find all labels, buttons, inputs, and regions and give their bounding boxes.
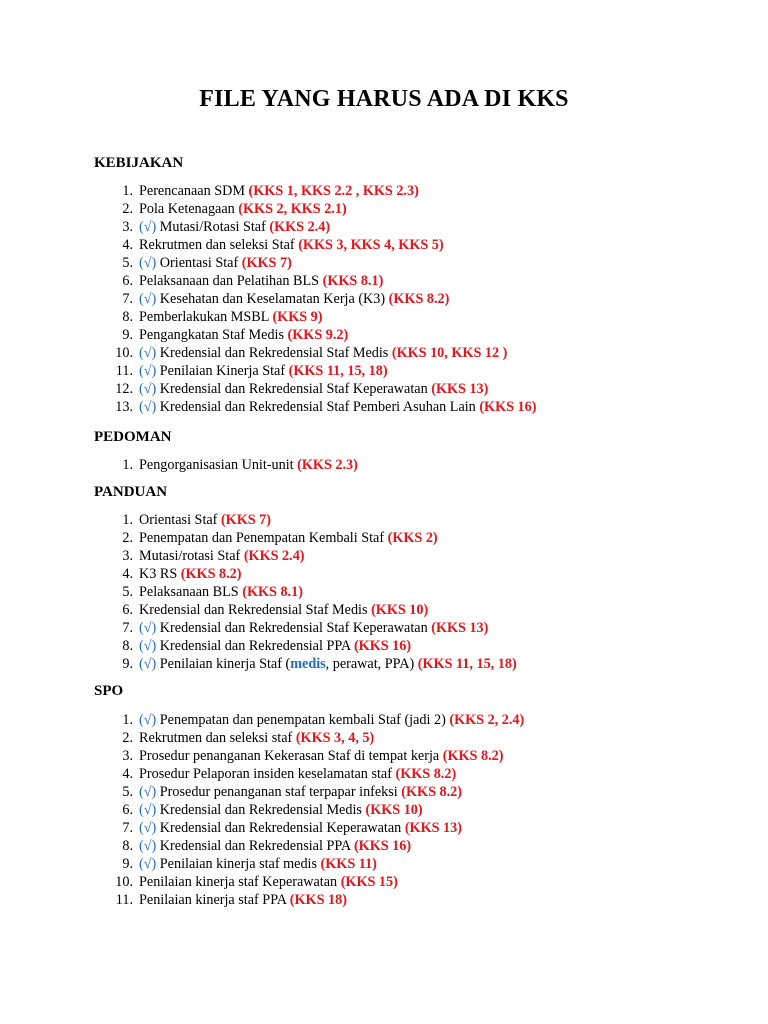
- list-item: [94, 290, 536, 308]
- kks-reference: (KKS 8.1): [322, 273, 384, 289]
- item-text: Mutasi/rotasi Staf: [139, 548, 244, 564]
- item-text: Penempatan dan Penempatan Kembali Staf: [139, 530, 388, 546]
- list-item: [94, 547, 517, 565]
- checkmark-icon: (√): [139, 219, 157, 235]
- list-item: [94, 601, 517, 619]
- list-item: [94, 254, 536, 272]
- kks-reference: (KKS 11, 15, 18): [288, 363, 388, 379]
- item-number: 2.: [122, 530, 133, 546]
- item-text: Penilaian kinerja staf Keperawatan: [139, 874, 341, 890]
- item-text: Orientasi Staf: [156, 255, 242, 271]
- item-number: 1.: [122, 183, 133, 199]
- kks-reference: (KKS 11, 15, 18): [417, 656, 517, 672]
- kks-reference: (KKS 8.2): [401, 784, 462, 800]
- list-item: [94, 218, 536, 236]
- item-number: 5.: [122, 584, 133, 600]
- item-number: 1.: [122, 712, 133, 728]
- list-item: [94, 529, 517, 547]
- item-highlight: medis: [290, 656, 326, 672]
- item-number: 10.: [115, 874, 133, 890]
- item-number: 12.: [115, 381, 133, 397]
- kks-reference: (KKS 13): [431, 381, 489, 397]
- item-text: Kredensial dan Rekredensial PPA: [156, 838, 354, 854]
- kks-reference: (KKS 9.2): [287, 327, 349, 343]
- item-text: Kredensial dan Rekredensial Staf Medis: [156, 345, 392, 361]
- item-text: Kredensial dan Rekredensial Staf Keperawatan: [156, 381, 432, 397]
- section-pedoman: [94, 428, 358, 473]
- checkmark-icon: (√): [139, 363, 157, 379]
- kks-reference: (KKS 16): [353, 638, 412, 654]
- item-text: Kredensial dan Rekredensial Staf Pemberi Asuhan Lain: [156, 399, 480, 415]
- checkmark-icon: (√): [139, 838, 157, 854]
- list-item: [94, 855, 524, 873]
- item-number: 4.: [122, 237, 133, 253]
- item-text: Pemberlakukan MSBL: [139, 309, 273, 325]
- item-text: Pelaksanaan BLS: [139, 584, 243, 600]
- list-item: [94, 380, 536, 398]
- item-number: 6.: [122, 602, 133, 618]
- section-heading: SPO: [94, 683, 124, 699]
- list-item: [94, 837, 524, 855]
- item-text: Kredensial dan Rekredensial Staf Medis: [139, 602, 372, 618]
- section-heading: KEBIJAKAN: [94, 155, 184, 171]
- page-title: FILE YANG HARUS ADA DI KKS: [199, 86, 569, 112]
- checkmark-icon: (√): [139, 620, 157, 636]
- kks-reference: (KKS 2): [387, 530, 438, 546]
- item-list: [94, 711, 524, 909]
- checkmark-icon: (√): [139, 381, 157, 397]
- checkmark-icon: (√): [139, 784, 157, 800]
- item-text: Rekrutmen dan seleksi Staf: [139, 237, 299, 253]
- kks-reference: (KKS 8.2): [395, 766, 457, 782]
- item-text: Kredensial dan Rekredensial PPA: [156, 638, 354, 654]
- kks-reference: (KKS 2, 2.4): [449, 712, 525, 728]
- item-number: 8.: [122, 838, 133, 854]
- kks-reference: (KKS 13): [404, 820, 462, 836]
- list-item: [94, 729, 524, 747]
- item-text: Penilaian kinerja Staf (: [156, 656, 291, 672]
- item-text-after: , perawat, PPA): [325, 656, 418, 672]
- checkmark-icon: (√): [139, 399, 157, 415]
- list-item: [94, 637, 517, 655]
- kks-reference: (KKS 8.1): [242, 584, 303, 600]
- list-item: [94, 819, 524, 837]
- list-item: [94, 398, 536, 416]
- list-item: [94, 565, 517, 583]
- kks-reference: (KKS 8.2): [442, 748, 504, 764]
- kks-reference: (KKS 16): [353, 838, 412, 854]
- list-item: [94, 362, 536, 380]
- item-number: 5.: [122, 255, 133, 271]
- item-text: Rekrutmen dan seleksi staf: [139, 730, 296, 746]
- item-number: 7.: [122, 620, 133, 636]
- checkmark-icon: (√): [139, 856, 157, 872]
- list-item: [94, 619, 517, 637]
- item-text: Pola Ketenagaan: [139, 201, 239, 217]
- item-number: 9.: [122, 656, 133, 672]
- kks-reference: (KKS 2.3): [297, 457, 358, 473]
- kks-reference: (KKS 10): [365, 802, 423, 818]
- list-item: [94, 182, 536, 200]
- item-number: 9.: [122, 327, 133, 343]
- item-number: 9.: [122, 856, 133, 872]
- item-number: 3.: [122, 219, 133, 235]
- item-text: Prosedur penanganan Kekerasan Staf di tempat kerja: [139, 748, 443, 764]
- item-list: [94, 511, 517, 673]
- item-number: 1.: [122, 512, 133, 528]
- list-item: [94, 200, 536, 218]
- kks-reference: (KKS 8.2): [388, 291, 450, 307]
- list-item: [94, 711, 524, 729]
- list-item: [94, 236, 536, 254]
- list-item: [94, 801, 524, 819]
- item-number: 2.: [122, 201, 133, 217]
- kks-reference: (KKS 7): [241, 255, 292, 271]
- item-number: 6.: [122, 802, 133, 818]
- kks-reference: (KKS 15): [340, 874, 398, 890]
- list-item: [94, 272, 536, 290]
- item-number: 6.: [122, 273, 133, 289]
- kks-reference: (KKS 3, 4, 5): [295, 730, 375, 746]
- kks-reference: (KKS 13): [431, 620, 489, 636]
- item-number: 8.: [122, 638, 133, 654]
- item-number: 8.: [122, 309, 133, 325]
- item-number: 1.: [122, 457, 133, 473]
- item-number: 7.: [122, 291, 133, 307]
- item-number: 11.: [115, 892, 133, 908]
- section-kebijakan: [94, 154, 537, 415]
- kks-reference: (KKS 3, KKS 4, KKS 5): [298, 237, 444, 253]
- checkmark-icon: (√): [139, 291, 157, 307]
- item-text: Kesehatan dan Keselamatan Kerja (K3): [156, 291, 389, 307]
- item-list: [94, 456, 358, 474]
- kks-reference: (KKS 10, KKS 12 ): [391, 345, 508, 361]
- item-text: Kredensial dan Rekredensial Staf Keperawatan: [156, 620, 432, 636]
- section-heading: PANDUAN: [94, 484, 168, 500]
- checkmark-icon: (√): [139, 802, 157, 818]
- list-item: [94, 456, 358, 474]
- list-item: [94, 765, 524, 783]
- item-number: 13.: [115, 399, 133, 415]
- item-text: Penilaian Kinerja Staf: [156, 363, 289, 379]
- section-panduan: [94, 483, 517, 672]
- item-text: Prosedur Pelaporan insiden keselamatan staf: [139, 766, 396, 782]
- item-text: Kredensial dan Rekredensial Keperawatan: [156, 820, 405, 836]
- kks-reference: (KKS 1, KKS 2.2 , KKS 2.3): [248, 183, 419, 199]
- item-list: [94, 182, 536, 416]
- item-number: 3.: [122, 748, 133, 764]
- item-text: Prosedur penanganan staf terpapar infeksi: [156, 784, 402, 800]
- kks-reference: (KKS 9): [272, 309, 323, 325]
- list-item: [94, 326, 536, 344]
- list-item: [94, 344, 536, 362]
- list-item: [94, 747, 524, 765]
- kks-reference: (KKS 10): [371, 602, 429, 618]
- item-text: Penilaian kinerja staf PPA: [139, 892, 290, 908]
- item-text: Perencanaan SDM: [139, 183, 249, 199]
- item-number: 3.: [122, 548, 133, 564]
- item-number: 5.: [122, 784, 133, 800]
- checkmark-icon: (√): [139, 712, 157, 728]
- item-number: 4.: [122, 766, 133, 782]
- list-item: [94, 655, 517, 673]
- item-text: Orientasi Staf: [139, 512, 221, 528]
- list-item: [94, 873, 524, 891]
- item-text: Pengorganisasian Unit-unit: [139, 457, 298, 473]
- checkmark-icon: (√): [139, 656, 157, 672]
- checkmark-icon: (√): [139, 345, 157, 361]
- item-text: Kredensial dan Rekredensial Medis: [156, 802, 366, 818]
- item-number: 4.: [122, 566, 133, 582]
- kks-reference: (KKS 2, KKS 2.1): [238, 201, 347, 217]
- list-item: [94, 308, 536, 326]
- kks-reference: (KKS 8.2): [180, 566, 242, 582]
- item-number: 2.: [122, 730, 133, 746]
- kks-reference: (KKS 18): [289, 892, 347, 908]
- item-text: Penempatan dan penempatan kembali Staf (jadi 2): [156, 712, 450, 728]
- item-number: 7.: [122, 820, 133, 836]
- kks-reference: (KKS 7): [220, 512, 272, 528]
- item-number: 10.: [115, 345, 133, 361]
- list-item: [94, 783, 524, 801]
- item-number: 11.: [115, 363, 133, 379]
- checkmark-icon: (√): [139, 638, 157, 654]
- kks-reference: (KKS 2.4): [243, 548, 305, 564]
- checkmark-icon: (√): [139, 820, 157, 836]
- item-text: Pelaksanaan dan Pelatihan BLS: [139, 273, 323, 289]
- kks-reference: (KKS 2.4): [269, 219, 331, 235]
- checkmark-icon: (√): [139, 255, 157, 271]
- item-text: Pengangkatan Staf Medis: [139, 327, 288, 343]
- kks-reference: (KKS 11): [320, 856, 377, 872]
- list-item: [94, 583, 517, 601]
- item-text: Penilaian kinerja staf medis: [156, 856, 321, 872]
- item-text: K3 RS: [139, 566, 181, 582]
- list-item: [94, 511, 517, 529]
- list-item: [94, 891, 524, 909]
- section-heading: PEDOMAN: [94, 429, 172, 445]
- item-text: Mutasi/Rotasi Staf: [156, 219, 270, 235]
- kks-reference: (KKS 16): [479, 399, 537, 415]
- section-spo: [94, 682, 525, 908]
